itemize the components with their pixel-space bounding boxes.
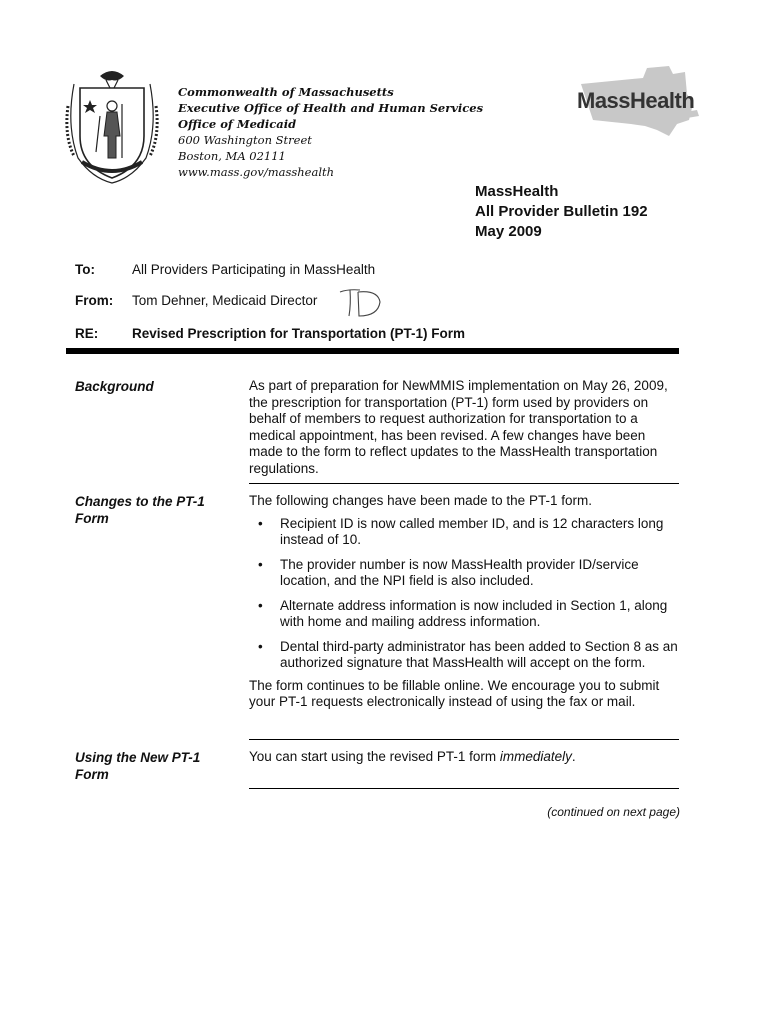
- changes-closing: The form continues to be fillable online. We encourage you to submit your PT-1 requests electronically instead of using the fax or mail.: [249, 677, 660, 709]
- using-heading: Using the New PT-1 Form: [75, 750, 201, 782]
- section-divider: [249, 483, 679, 484]
- list-item-text: Alternate address information is now included in Section 1, along with home and mailing address information.: [280, 597, 668, 629]
- bullet-icon: •: [258, 638, 263, 654]
- bullet-icon: •: [258, 515, 263, 531]
- changes-body: [249, 493, 681, 711]
- list-item-text: The provider number is now MassHealth provider ID/service location, and the NPI field is also included.: [280, 556, 639, 588]
- memo-to-value: All Providers Participating in MassHealth: [132, 262, 376, 277]
- bullet-icon: •: [258, 597, 263, 613]
- agency-header: [178, 84, 483, 180]
- memo-re-label: RE:: [75, 326, 99, 341]
- using-text-emphasis: immediately: [499, 749, 572, 764]
- using-body: [249, 749, 681, 766]
- using-text-start: You can start using the revised PT-1 form: [249, 749, 500, 764]
- logo-text: MassHealth: [577, 88, 695, 113]
- memo-from-label: From:: [75, 293, 114, 308]
- continued-note: (continued on next page): [547, 805, 680, 819]
- list-item: [249, 639, 681, 672]
- memo-from-value: Tom Dehner, Medicaid Director: [132, 293, 318, 308]
- masshealth-logo: [573, 64, 701, 142]
- address-line: 600 Washington Street: [178, 133, 312, 147]
- memo-to-label: To:: [75, 262, 95, 277]
- background-body: [249, 378, 681, 477]
- address-line: Boston, MA 02111: [178, 149, 286, 163]
- changes-heading: Changes to the PT-1 Form: [75, 494, 205, 526]
- massachusetts-seal-logo: [60, 66, 164, 184]
- background-text: As part of preparation for NewMMIS implementation on May 26, 2009, the prescription for transportation (PT-1) form used by providers on behalf of members to request authorization for transportation to a medical appointment, has been revised. A few changes have been made to the form to reflect updates to the MassHealth transportation regulations.: [249, 378, 668, 476]
- bullet-icon: •: [258, 556, 263, 572]
- changes-list: [249, 516, 681, 672]
- changes-intro: The following changes have been made to the PT-1 form.: [249, 493, 592, 508]
- list-item: [249, 598, 681, 631]
- bulletin-number: All Provider Bulletin 192: [475, 203, 648, 220]
- website-link[interactable]: www.mass.gov/masshealth: [178, 165, 335, 179]
- list-item-text: Dental third-party administrator has been added to Section 8 as an authorized signature that MassHealth will accept on the form.: [280, 638, 678, 670]
- background-heading: Background: [75, 379, 154, 394]
- bulletin-title: [475, 182, 648, 242]
- using-text-end: .: [571, 749, 576, 764]
- agency-line: Executive Office of Health and Human Services: [178, 101, 484, 115]
- header-divider: [66, 348, 679, 354]
- bulletin-date: May 2009: [475, 223, 542, 240]
- section-divider: [249, 788, 679, 789]
- agency-line: Office of Medicaid: [178, 117, 297, 131]
- handwritten-initials: [338, 286, 386, 320]
- agency-line: Commonwealth of Massachusetts: [178, 85, 394, 99]
- bulletin-program: MassHealth: [475, 183, 559, 200]
- list-item: [249, 516, 681, 549]
- section-divider: [249, 739, 679, 740]
- list-item: [249, 557, 681, 590]
- list-item-text: Recipient ID is now called member ID, and is 12 characters long instead of 10.: [280, 515, 664, 547]
- memo-re-value: Revised Prescription for Transportation (PT-1) Form: [132, 326, 466, 341]
- using-text: [249, 749, 681, 766]
